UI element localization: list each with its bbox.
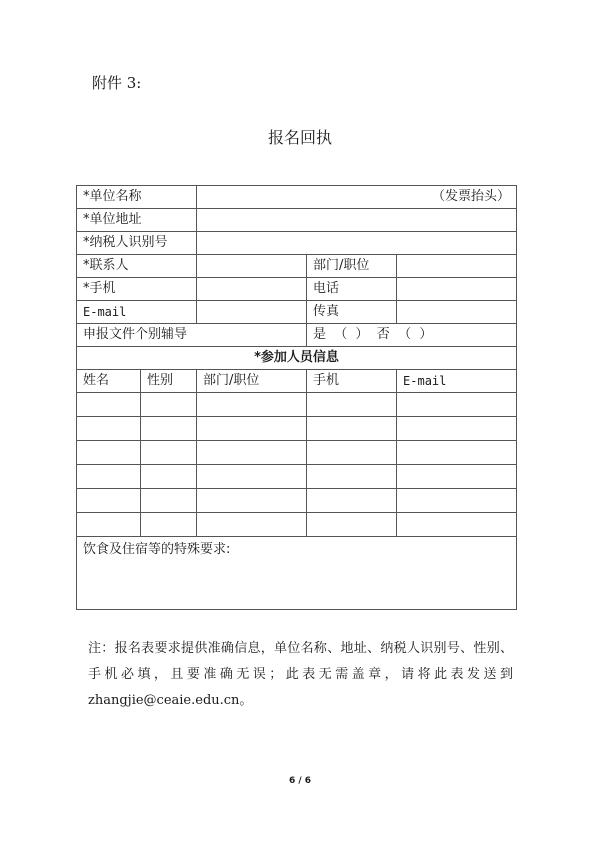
cell[interactable]	[141, 489, 197, 513]
special-requirements-label: 饮食及住宿等的特殊要求:	[83, 542, 231, 557]
table-row	[77, 417, 517, 441]
cell[interactable]	[77, 393, 141, 417]
col-mobile: 手机	[307, 370, 397, 393]
taxpayer-id-field[interactable]	[197, 232, 517, 255]
cell[interactable]	[77, 441, 141, 465]
cell[interactable]	[307, 441, 397, 465]
row-participant-columns	[77, 370, 517, 393]
table-row	[77, 393, 517, 417]
page-number: 6 / 6	[288, 776, 312, 786]
taxpayer-id-label: *纳税人识别号	[77, 232, 197, 255]
phone-label: 电话	[307, 278, 397, 301]
unit-address-field[interactable]	[197, 209, 517, 232]
cell[interactable]	[397, 393, 517, 417]
cell[interactable]	[77, 465, 141, 489]
mobile-label: *手机	[77, 278, 197, 301]
cell[interactable]	[307, 417, 397, 441]
contact-label: *联系人	[77, 255, 197, 278]
cell[interactable]	[141, 393, 197, 417]
cell[interactable]	[307, 513, 397, 537]
row-contact	[77, 255, 517, 278]
cell[interactable]	[397, 513, 517, 537]
note-text: 注：报名表要求提供准确信息，单位名称、地址、纳税人识别号、性别、手机必填，且要准确无误；此表无需盖章，请将此表发送到zhangjie@ceaie.edu.cn。	[88, 641, 513, 708]
unit-name-field[interactable]	[197, 186, 517, 209]
cell[interactable]	[197, 513, 307, 537]
unit-address-label: *单位地址	[77, 209, 197, 232]
cell[interactable]	[77, 417, 141, 441]
mobile-field[interactable]	[197, 278, 307, 301]
cell[interactable]	[307, 393, 397, 417]
fax-label: 传真	[307, 301, 397, 324]
phone-field[interactable]	[397, 278, 517, 301]
cell[interactable]	[397, 465, 517, 489]
col-name: 姓名	[77, 370, 141, 393]
dept-position-field[interactable]	[397, 255, 517, 278]
cell[interactable]	[141, 441, 197, 465]
unit-name-label: *单位名称	[77, 186, 197, 209]
cell[interactable]	[197, 417, 307, 441]
guidance-options[interactable]: 是 （ ） 否 （ ）	[307, 324, 517, 347]
cell[interactable]	[141, 513, 197, 537]
email-label: E-mail	[77, 301, 197, 324]
cell[interactable]	[197, 489, 307, 513]
cell[interactable]	[141, 465, 197, 489]
form-title: 报名回执	[267, 128, 332, 147]
cell[interactable]	[307, 489, 397, 513]
special-requirements-field[interactable]	[77, 537, 517, 610]
dept-position-label: 部门/职位	[307, 255, 397, 278]
cell[interactable]	[307, 465, 397, 489]
table-row	[77, 513, 517, 537]
col-dept-position: 部门/职位	[197, 370, 307, 393]
col-gender: 性别	[141, 370, 197, 393]
cell[interactable]	[397, 441, 517, 465]
participants-header: *参加人员信息	[77, 347, 517, 370]
cell[interactable]	[197, 393, 307, 417]
row-unit-address	[77, 209, 517, 232]
registration-form	[76, 185, 517, 610]
cell[interactable]	[141, 417, 197, 441]
row-special-requirements	[77, 537, 517, 610]
email-field[interactable]	[197, 301, 307, 324]
contact-field[interactable]	[197, 255, 307, 278]
table-row	[77, 465, 517, 489]
cell[interactable]	[397, 417, 517, 441]
row-taxpayer-id	[77, 232, 517, 255]
attachment-label: 附件 3:	[92, 74, 142, 92]
col-email: E-mail	[397, 370, 517, 393]
row-guidance	[77, 324, 517, 347]
row-mobile	[77, 278, 517, 301]
guidance-label: 申报文件个别辅导	[77, 324, 307, 347]
cell[interactable]	[77, 513, 141, 537]
table-row	[77, 489, 517, 513]
table-row	[77, 441, 517, 465]
cell[interactable]	[197, 465, 307, 489]
cell[interactable]	[197, 441, 307, 465]
row-unit-name	[77, 186, 517, 209]
cell[interactable]	[77, 489, 141, 513]
cell[interactable]	[397, 489, 517, 513]
invoice-note: （发票抬头）	[432, 189, 511, 204]
fax-field[interactable]	[397, 301, 517, 324]
row-email	[77, 301, 517, 324]
row-participants-header	[77, 347, 517, 370]
